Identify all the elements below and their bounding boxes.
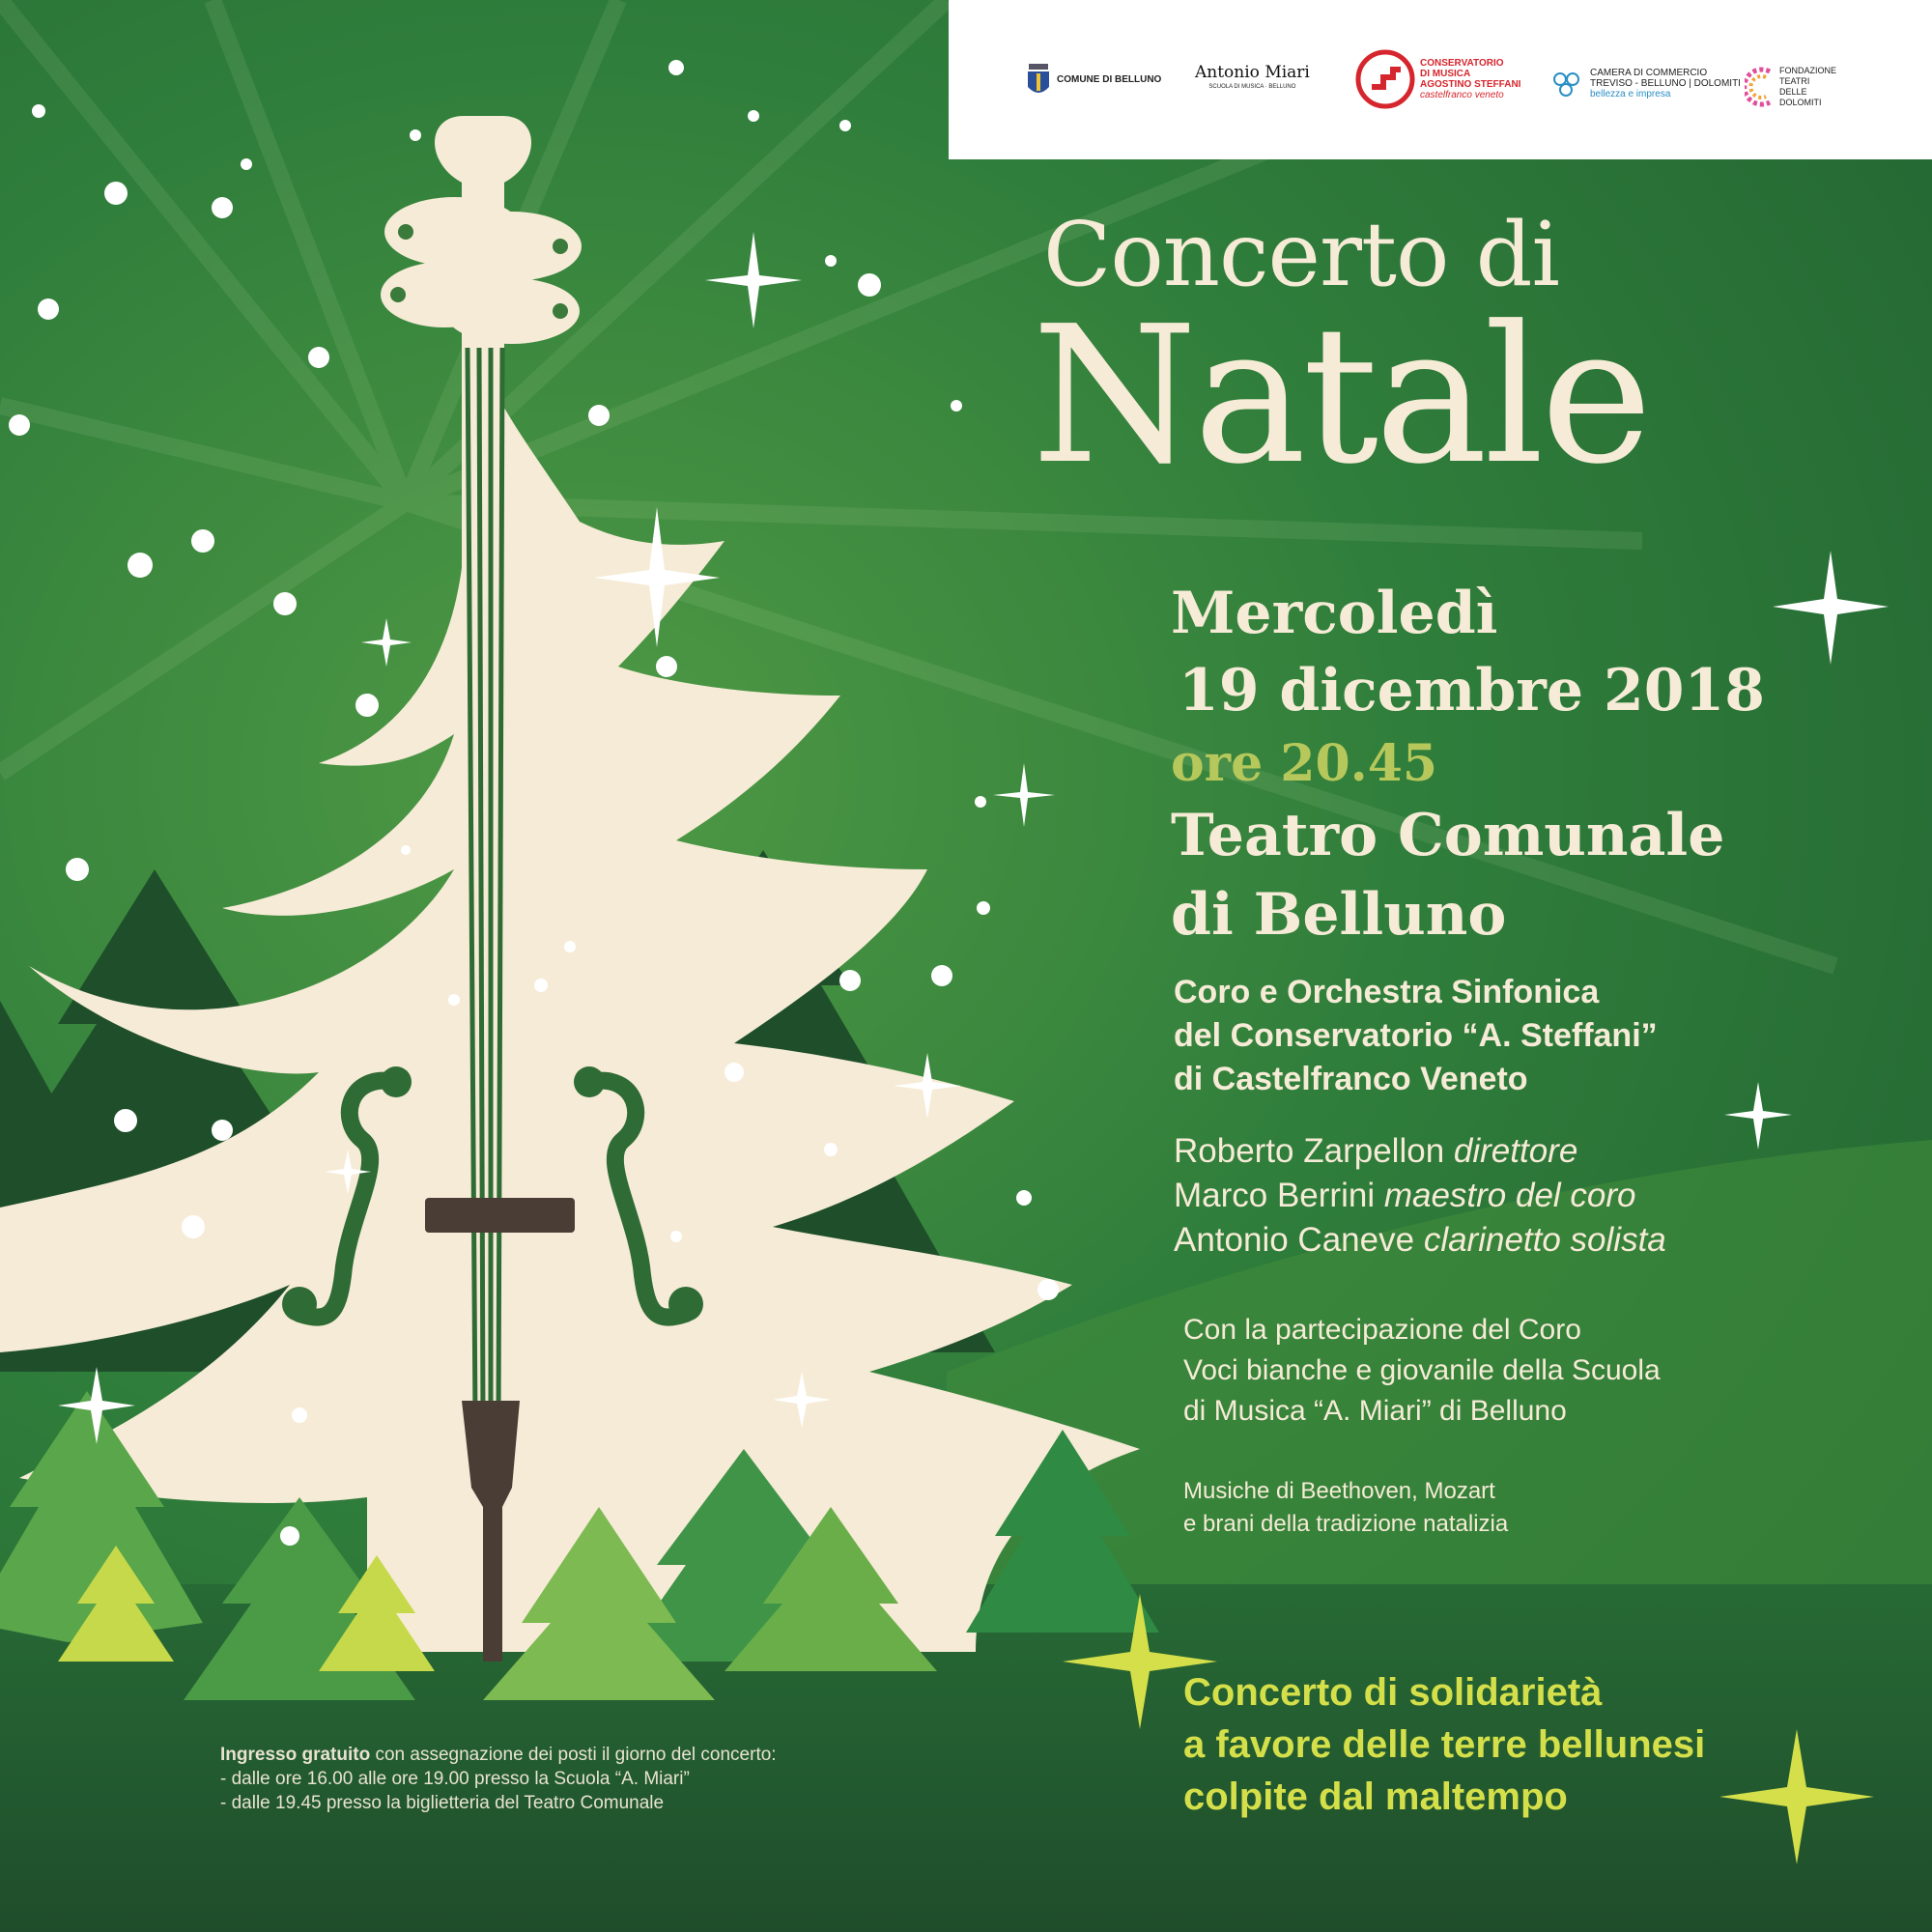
credit-name: Roberto Zarpellon (1174, 1132, 1445, 1170)
event-date: 19 dicembre 2018 (1179, 657, 1765, 724)
fondazione-line2: TEATRI (1779, 76, 1810, 86)
performers-line-2: del Conservatorio “A. Steffani” (1174, 1017, 1658, 1054)
credit-name: Antonio Caneve (1174, 1221, 1415, 1259)
fondazione-logo (1745, 66, 1836, 108)
credit-name: Marco Berrini (1174, 1177, 1376, 1214)
conservatorio-line3: AGOSTINO STEFFANI (1420, 79, 1521, 90)
participation-line-1: Con la partecipazione del Coro (1183, 1314, 1581, 1346)
performers-line-1: Coro e Orchestra Sinfonica (1174, 974, 1600, 1010)
event-time: ore 20.45 (1171, 734, 1438, 793)
event-day: Mercoledì (1171, 580, 1498, 647)
coat-of-arms-icon (1026, 60, 1051, 99)
camera-line2: TREVISO - BELLUNO | DOLOMITI (1590, 78, 1741, 89)
camera-commercio-icon (1551, 70, 1586, 99)
fondazione-line3: DELLE (1779, 87, 1807, 97)
admission-line-2: - dalle ore 16.00 alle ore 19.00 presso la Scuola “A. Miari” (220, 1769, 690, 1789)
comune-logo (1026, 60, 1161, 99)
camera-line1: CAMERA DI COMMERCIO (1590, 68, 1708, 78)
admission-rest: con assegnazione dei posti il giorno del concerto: (370, 1745, 777, 1765)
credit-role: clarinetto solista (1423, 1221, 1666, 1259)
credit-row (1174, 1177, 1636, 1215)
performers-line-3: di Castelfranco Veneto (1174, 1061, 1528, 1097)
fondazione-icon (1745, 66, 1776, 108)
fondazione-line4: DOLOMITI (1779, 98, 1822, 107)
admission-bold: Ingresso gratuito (220, 1745, 371, 1765)
miari-sublabel: SCUOLA DI MUSICA · BELLUNO (1208, 84, 1296, 90)
music-line-1: Musiche di Beethoven, Mozart (1183, 1478, 1495, 1504)
title-line-1: Concerto di (1043, 203, 1559, 306)
venue-line-2: di Belluno (1171, 881, 1507, 949)
title-line-2: Natale (1032, 286, 1649, 506)
comune-label: COMUNE DI BELLUNO (1057, 73, 1162, 85)
credit-row (1174, 1221, 1666, 1260)
venue-line-1: Teatro Comunale (1171, 802, 1725, 869)
conservatorio-logo (1354, 48, 1520, 110)
admission-line-3: - dalle 19.45 presso la biglietteria del Teatro Comunale (220, 1793, 665, 1813)
sponsor-logo-bar (949, 0, 1932, 159)
cello-bridge (425, 1198, 575, 1233)
credit-row (1174, 1132, 1577, 1171)
credit-role: direttore (1453, 1132, 1578, 1170)
music-line-2: e brani della tradizione natalizia (1183, 1511, 1509, 1537)
admission-line-1 (220, 1745, 777, 1766)
miari-label: Antonio Miari (1195, 63, 1310, 82)
conservatorio-line4: castelfranco veneto (1420, 90, 1504, 100)
solidarity-line-1: Concerto di solidarietà (1183, 1671, 1603, 1714)
conservatorio-icon (1354, 48, 1416, 110)
conservatorio-line2: DI MUSICA (1420, 69, 1471, 79)
cream-tree (0, 386, 1140, 1652)
credit-role: maestro del coro (1383, 1177, 1636, 1214)
solidarity-line-2: a favore delle terre bellunesi (1183, 1723, 1706, 1766)
participation-line-3: di Musica “A. Miari” di Belluno (1183, 1395, 1567, 1427)
camera-commercio-logo (1551, 68, 1741, 99)
solidarity-line-3: colpite dal maltempo (1183, 1776, 1568, 1818)
camera-line3: bellezza e impresa (1590, 89, 1671, 99)
conservatorio-line1: CONSERVATORIO (1420, 58, 1504, 69)
miari-logo (1195, 63, 1310, 93)
fondazione-line1: FONDAZIONE (1779, 66, 1837, 75)
participation-line-2: Voci bianche e giovanile della Scuola (1183, 1354, 1661, 1386)
